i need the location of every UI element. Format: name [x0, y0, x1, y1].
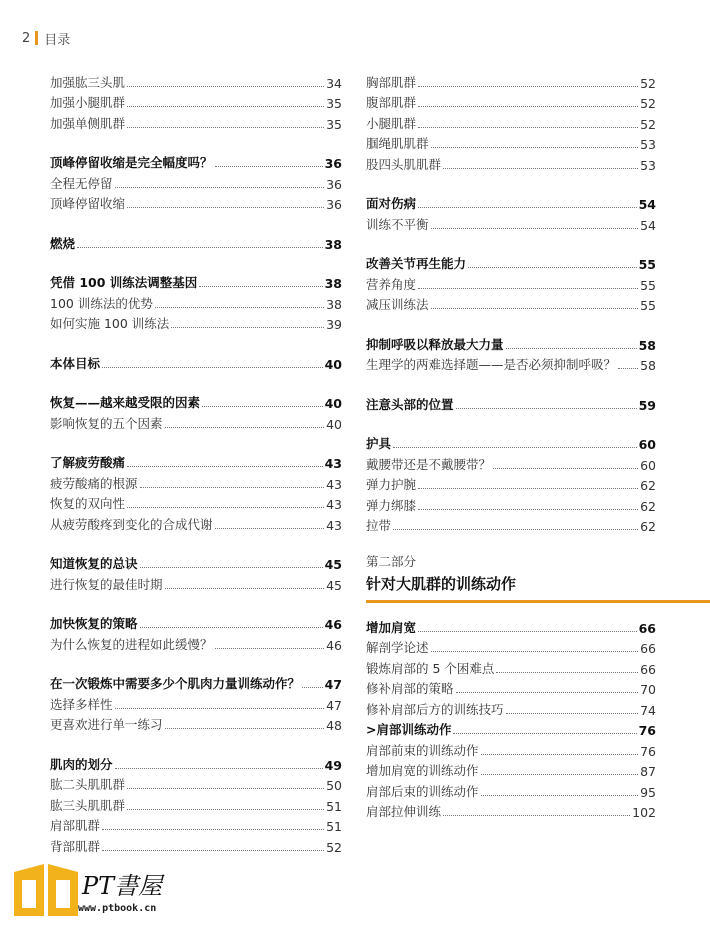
toc-entry[interactable]: [366, 738, 656, 759]
toc-section-gap: [366, 233, 656, 252]
toc-leader-dots: [127, 106, 324, 107]
part-label: 第二部分: [366, 554, 417, 569]
toc-entry[interactable]: [50, 692, 342, 713]
toc-section-gap: [366, 173, 656, 192]
toc-page-number: 36: [326, 197, 342, 212]
toc-entry-title: 肌肉的划分: [50, 756, 113, 772]
toc-entry-title: 顶峰停留收缩是完全幅度吗？: [50, 155, 213, 170]
toc-entry-title: 100 训练法的优势: [50, 295, 153, 311]
toc-entry-title: 增加肩宽的训练动作: [366, 763, 479, 778]
toc-entry-title: 改善关节再生能力: [366, 256, 467, 271]
toc-entry[interactable]: [50, 312, 342, 333]
toc-entry[interactable]: [50, 70, 342, 91]
toc-entry-title: >肩部训练动作: [366, 722, 452, 737]
toc-leader-dots: [443, 168, 638, 169]
toc-page-number: 47: [324, 677, 342, 692]
toc-page-number: 62: [640, 519, 656, 534]
toc-entry-title: 小腿肌群: [366, 115, 417, 131]
toc-entry-title: 肩部后束的训练动作: [366, 783, 479, 799]
toc-section-entry[interactable]: [366, 615, 656, 636]
toc-entry[interactable]: [366, 70, 656, 91]
toc-section-entry[interactable]: [50, 612, 342, 633]
toc-page-number: 45: [326, 577, 342, 593]
toc-entry-title: 恢复——越来越受限的因素: [50, 395, 201, 410]
toc-entry-title: 在一次锻炼中需要多少个肌肉力量训练动作？: [50, 676, 301, 691]
toc-leader-dots: [215, 528, 325, 529]
logo-url: www.ptbook.cn: [78, 903, 157, 914]
toc-entry-title: 解剖学论述: [366, 640, 429, 655]
toc-entry[interactable]: [50, 291, 342, 312]
toc-entry-title: 顶峰停留收缩: [50, 196, 126, 211]
toc-entry-title: 了解疲劳酸痛: [50, 455, 126, 470]
toc-entry[interactable]: [50, 713, 342, 734]
toc-section-entry[interactable]: [366, 718, 656, 739]
toc-section-gap: [50, 432, 342, 451]
toc-leader-dots: [155, 307, 324, 308]
toc-leader-dots: [456, 408, 637, 409]
toc-entry-title: 训练不平衡: [366, 216, 429, 232]
toc-leader-dots: [418, 631, 637, 632]
toc-page-number: 39: [326, 317, 342, 332]
toc-leader-dots: [481, 774, 639, 775]
part-rule: [366, 600, 710, 603]
toc-leader-dots: [453, 733, 636, 734]
toc-entry-title: 股四头肌肌群: [366, 156, 442, 172]
toc-leader-dots: [199, 286, 322, 287]
toc-page-number: 43: [324, 456, 342, 471]
toc-section-entry[interactable]: [50, 752, 342, 773]
toc-entry-title: 修补肩部后方的训练技巧: [366, 701, 504, 717]
toc-page-number: 48: [326, 718, 342, 733]
toc-page-number: 70: [640, 682, 656, 697]
toc-page-number: 55: [638, 257, 656, 272]
toc-entry[interactable]: [366, 759, 656, 780]
toc-entry-title: 戴腰带还是不戴腰带？: [366, 456, 492, 472]
toc-entry-title: 肱三头肌肌群: [50, 797, 126, 813]
toc-entry-title: 本体目标: [50, 355, 101, 371]
toc-entry-title: 恢复的双向性: [50, 496, 126, 511]
toc-entry[interactable]: [50, 572, 342, 593]
toc-page-number: 76: [638, 723, 656, 738]
toc-entry-title: 燃烧: [50, 235, 76, 251]
toc-entry-title: 影响恢复的五个因素: [50, 415, 163, 431]
toc-section-gap: [366, 413, 656, 432]
toc-leader-dots: [393, 529, 638, 530]
toc-entry[interactable]: [50, 91, 342, 112]
toc-page-number: 62: [640, 478, 656, 493]
toc-leader-dots: [418, 127, 638, 128]
toc-entry-title: 更喜欢进行单一练习: [50, 717, 163, 732]
toc-leader-dots: [115, 708, 325, 709]
toc-leader-dots: [127, 788, 324, 789]
toc-section-gap: [366, 313, 656, 332]
toc-entry-title: 加强单侧肌群: [50, 115, 126, 131]
toc-page-number: 54: [638, 197, 656, 212]
toc-entry[interactable]: [366, 132, 656, 153]
toc-leader-dots: [481, 754, 639, 755]
toc-section-entry[interactable]: [50, 552, 342, 573]
toc-page-number: 43: [326, 476, 342, 492]
toc-page-number: 62: [640, 498, 656, 514]
toc-entry[interactable]: [50, 411, 342, 432]
page-header: [22, 28, 70, 48]
toc-page-number: 52: [640, 116, 656, 132]
toc-leader-dots: [102, 367, 323, 368]
toc-entry[interactable]: [366, 636, 656, 657]
toc-page-number: 51: [326, 798, 342, 814]
toc-entry-title: 进行恢复的最佳时期: [50, 576, 163, 592]
toc-entry-title: 知道恢复的总诀: [50, 556, 138, 571]
toc-section-gap: [366, 373, 656, 392]
toc-page-number: 34: [326, 75, 342, 91]
toc-entry-title: 胸部肌群: [366, 74, 417, 90]
toc-section-entry[interactable]: [50, 351, 342, 372]
toc-left-column: [50, 70, 342, 855]
toc-leader-dots: [418, 86, 638, 87]
toc-entry[interactable]: [50, 471, 342, 492]
toc-page-number: 43: [326, 517, 342, 533]
toc-entry-title: 如何实施 100 训练法: [50, 316, 170, 331]
toc-section-entry[interactable]: [366, 432, 656, 453]
toc-section-gap: [50, 372, 342, 391]
toc-entry-title: 注意头部的位置: [366, 396, 454, 412]
toc-page-number: 53: [640, 137, 656, 152]
toc-section-entry[interactable]: [50, 271, 342, 292]
toc-page-number: 60: [640, 457, 656, 473]
toc-section-gap: [50, 593, 342, 612]
toc-leader-dots: [165, 427, 325, 428]
toc-entry[interactable]: [366, 212, 656, 233]
toc-leader-dots: [431, 228, 639, 229]
toc-section-gap: [50, 653, 342, 672]
toc-entry-title: 营养角度: [366, 276, 417, 292]
toc-entry-title: 背部肌群: [50, 838, 101, 854]
toc-leader-dots: [171, 327, 324, 328]
logo-name: PT書屋: [82, 872, 163, 900]
toc-leader-dots: [202, 406, 323, 407]
toc-entry[interactable]: [366, 677, 656, 698]
toc-leader-dots: [102, 850, 324, 851]
toc-page-number: 66: [640, 661, 656, 677]
toc-page-number: 66: [638, 620, 656, 636]
toc-section-entry[interactable]: [366, 332, 656, 353]
toc-page-number: 49: [324, 757, 342, 773]
toc-leader-dots: [493, 468, 638, 469]
toc-section-entry[interactable]: [366, 392, 656, 413]
toc-page-number: 40: [324, 396, 342, 411]
toc-section-entry[interactable]: [50, 672, 342, 693]
toc-leader-dots: [468, 267, 637, 268]
toc-right-column: [366, 70, 656, 820]
toc-leader-dots: [418, 488, 638, 489]
toc-page-number: 50: [326, 778, 342, 793]
toc-page-number: 76: [640, 743, 656, 759]
toc-leader-dots: [140, 627, 323, 628]
toc-entry-title: 从疲劳酸疼到变化的合成代谢: [50, 516, 213, 532]
toc-page-number: 52: [640, 96, 656, 111]
toc-page-number: 38: [324, 236, 342, 252]
toc-leader-dots: [618, 368, 638, 369]
toc-entry[interactable]: [366, 656, 656, 677]
toc-entry-title: 腘绳肌肌群: [366, 136, 429, 151]
toc-entry[interactable]: [50, 171, 342, 192]
toc-entry-title: 肩部肌群: [50, 818, 101, 833]
toc-leader-dots: [418, 106, 638, 107]
toc-section-entry[interactable]: [366, 252, 656, 273]
toc-section-entry[interactable]: [50, 231, 342, 252]
toc-page-number: 55: [640, 298, 656, 313]
toc-entry-title: 肩部前束的训练动作: [366, 742, 479, 758]
toc-entry-title: 锻炼肩部的 5 个困难点: [366, 660, 495, 676]
toc-leader-dots: [431, 308, 639, 309]
toc-page-number: 87: [640, 764, 656, 779]
toc-leader-dots: [393, 447, 637, 448]
toc-entry[interactable]: [366, 514, 656, 535]
toc-page-number: 102: [632, 805, 656, 820]
toc-entry-title: 肩部拉伸训练: [366, 804, 442, 819]
toc-entry[interactable]: [50, 492, 342, 513]
toc-entry-title: 抑制呼吸以释放最大力量: [366, 336, 504, 352]
toc-section-entry[interactable]: [366, 192, 656, 213]
toc-page-number: 58: [640, 358, 656, 373]
toc-page-number: 60: [638, 437, 656, 452]
toc-page-number: 35: [326, 116, 342, 132]
toc-page-number: 36: [324, 156, 342, 171]
toc-page-number: 46: [324, 617, 342, 632]
page-number: 2: [22, 30, 31, 46]
toc-section-gap: [50, 332, 342, 351]
toc-entry[interactable]: [50, 192, 342, 213]
toc-leader-dots: [431, 147, 639, 148]
toc-entry[interactable]: [366, 800, 656, 821]
toc-entry-title: 增加肩宽: [366, 619, 417, 635]
toc-entry[interactable]: [366, 91, 656, 112]
toc-entry[interactable]: [366, 493, 656, 514]
toc-leader-dots: [418, 288, 638, 289]
toc-leader-dots: [215, 166, 323, 167]
toc-leader-dots: [102, 829, 324, 830]
part-title: 针对大肌群的训练动作: [366, 575, 517, 593]
toc-page-number: 40: [326, 416, 342, 432]
toc-entry-title: 疲劳酸痛的根源: [50, 475, 138, 491]
toc-entry-title: 生理学的两难选择题——是否必须抑制呼吸？: [366, 357, 617, 372]
toc-page-number: 54: [640, 217, 656, 233]
toc-leader-dots: [127, 809, 324, 810]
toc-page-number: 53: [640, 157, 656, 173]
toc-page-number: 38: [326, 296, 342, 312]
toc-leader-dots: [140, 487, 325, 488]
toc-leader-dots: [127, 207, 324, 208]
toc-entry[interactable]: [366, 152, 656, 173]
toc-entry[interactable]: [50, 834, 342, 855]
toc-page-number: 46: [326, 637, 342, 653]
toc-leader-dots: [127, 86, 324, 87]
part-heading: [366, 552, 656, 603]
toc-entry[interactable]: [366, 111, 656, 132]
toc-leader-dots: [215, 648, 325, 649]
toc-entry-title: 加强小腿肌群: [50, 95, 126, 110]
toc-entry[interactable]: [366, 697, 656, 718]
toc-entry-title: 弹力绑膝: [366, 497, 417, 513]
toc-entry-title: 凭借 100 训练法调整基因: [50, 275, 198, 290]
toc-leader-dots: [302, 687, 323, 688]
toc-leader-dots: [127, 507, 324, 508]
toc-section-entry[interactable]: [50, 451, 342, 472]
toc-leader-dots: [127, 466, 323, 467]
toc-page-number: 35: [326, 96, 342, 111]
toc-entry-title: 弹力护腕: [366, 477, 417, 492]
toc-page-number: 52: [326, 839, 342, 855]
toc-entry[interactable]: [50, 632, 342, 653]
toc-page-number: 47: [326, 697, 342, 713]
toc-section-gap: [50, 533, 342, 552]
toc-leader-dots: [77, 247, 323, 248]
toc-entry-title: 选择多样性: [50, 696, 113, 712]
toc-section-gap: [50, 212, 342, 231]
toc-leader-dots: [481, 795, 639, 796]
toc-entry-title: 加快恢复的策略: [50, 616, 138, 631]
toc-entry-title: 减压训练法: [366, 297, 429, 312]
toc-section-gap: [50, 252, 342, 271]
toc-leader-dots: [165, 588, 325, 589]
toc-page-number: 36: [326, 176, 342, 192]
toc-entry[interactable]: [50, 773, 342, 794]
toc-entry[interactable]: [366, 353, 656, 374]
toc-page-number: 43: [326, 497, 342, 512]
toc-page-number: 59: [638, 397, 656, 413]
toc-leader-dots: [165, 728, 325, 729]
toc-entry[interactable]: [50, 814, 342, 835]
toc-entry[interactable]: [366, 293, 656, 314]
toc-leader-dots: [115, 768, 323, 769]
toc-page-number: 52: [640, 75, 656, 91]
toc-leader-dots: [418, 509, 638, 510]
toc-entry-title: 为什么恢复的进程如此缓慢？: [50, 636, 213, 652]
toc-leader-dots: [496, 672, 638, 673]
toc-leader-dots: [506, 348, 637, 349]
toc-leader-dots: [431, 651, 639, 652]
toc-section-gap: [50, 132, 342, 151]
toc-leader-dots: [418, 207, 637, 208]
toc-page-number: 40: [324, 356, 342, 372]
toc-page-number: 38: [324, 276, 342, 291]
page-title: 目录: [44, 32, 71, 48]
toc-page-number: 95: [640, 784, 656, 800]
toc-entry-title: 全程无停留: [50, 175, 113, 191]
toc-page-number: 74: [640, 702, 656, 718]
toc-entry[interactable]: [50, 111, 342, 132]
toc-page-number: 58: [638, 337, 656, 353]
toc-section-entry[interactable]: [50, 391, 342, 412]
toc-entry[interactable]: [366, 272, 656, 293]
toc-entry-title: 护具: [366, 436, 392, 451]
toc-entry[interactable]: [50, 793, 342, 814]
toc-page-number: 66: [640, 641, 656, 656]
toc-entry-title: 修补肩部的策略: [366, 681, 454, 696]
toc-section-entry[interactable]: [50, 151, 342, 172]
toc-entry[interactable]: [366, 473, 656, 494]
toc-leader-dots: [443, 815, 630, 816]
toc-leader-dots: [456, 692, 639, 693]
toc-entry-title: 肱二头肌肌群: [50, 777, 126, 792]
toc-leader-dots: [140, 567, 323, 568]
toc-leader-dots: [506, 713, 639, 714]
toc-page-number: 51: [326, 819, 342, 834]
toc-entry-title: 加强肱三头肌: [50, 74, 126, 90]
toc-section-gap: [50, 733, 342, 752]
toc-entry[interactable]: [366, 452, 656, 473]
header-divider: [35, 31, 38, 45]
toc-page-number: 55: [640, 277, 656, 293]
toc-entry-title: 面对伤病: [366, 196, 417, 211]
toc-entry[interactable]: [366, 779, 656, 800]
toc-leader-dots: [127, 127, 324, 128]
toc-entry[interactable]: [50, 512, 342, 533]
toc-leader-dots: [115, 187, 325, 188]
toc-entry-title: 腹部肌群: [366, 95, 417, 110]
toc-entry-title: 拉带: [366, 518, 392, 533]
toc-page-number: 45: [324, 557, 342, 572]
